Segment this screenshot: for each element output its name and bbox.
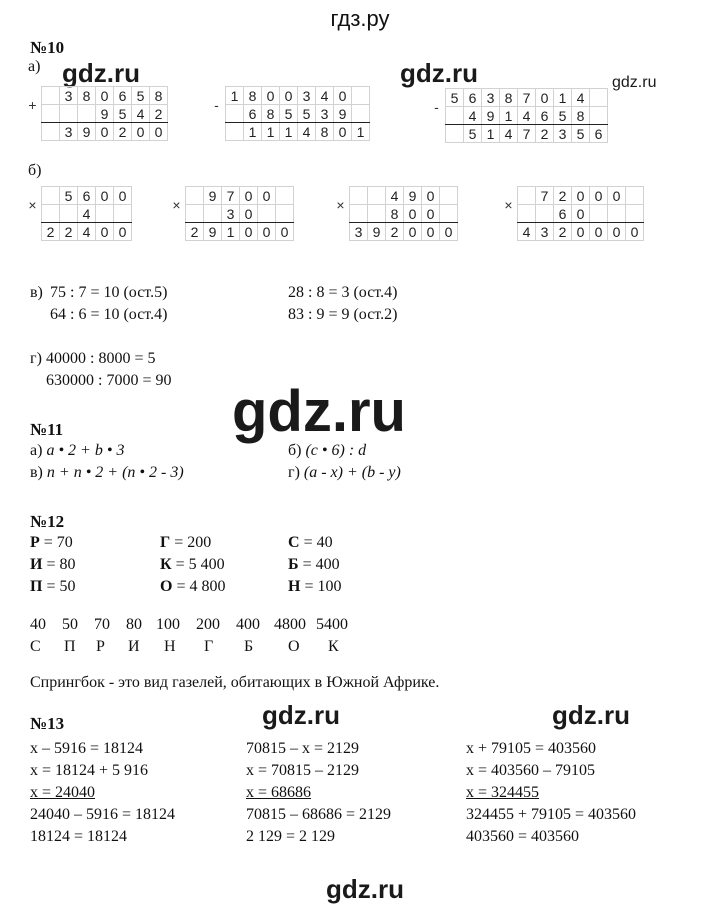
digit-cell: 0 bbox=[422, 205, 440, 223]
equation-line: x – 5916 = 18124 bbox=[30, 740, 144, 757]
digit-cell: 4 bbox=[518, 107, 536, 125]
digit-cell: 0 bbox=[626, 223, 644, 241]
digit-row bbox=[332, 187, 458, 205]
digit-cell: 8 bbox=[316, 123, 334, 141]
digit-cell bbox=[626, 205, 644, 223]
digit-cell bbox=[428, 125, 446, 143]
digit-cell: 9 bbox=[368, 223, 386, 241]
digit-cell: 7 bbox=[536, 187, 554, 205]
digit-row bbox=[500, 205, 644, 223]
equation-answer: x = 324455 bbox=[466, 784, 540, 801]
digit-cell: 0 bbox=[240, 223, 258, 241]
answer-letter: П bbox=[64, 638, 76, 655]
digit-cell: 2 bbox=[114, 123, 132, 141]
column-subtraction bbox=[208, 86, 370, 141]
digit-cell: 2 bbox=[186, 223, 204, 241]
digit-cell: 4 bbox=[78, 205, 96, 223]
digit-cell: 0 bbox=[262, 87, 280, 105]
digit-cell bbox=[208, 123, 226, 141]
digit-cell: 9 bbox=[204, 223, 222, 241]
column-multiplication bbox=[168, 186, 294, 241]
equation-line: x = 403560 – 79105 bbox=[466, 762, 596, 779]
digit-cell bbox=[204, 205, 222, 223]
division-line: 83 : 9 = 9 (ост.2) bbox=[288, 306, 398, 323]
digit-cell: 2 bbox=[536, 125, 554, 143]
letter-value: Р = 70 bbox=[30, 534, 73, 551]
equation-check: 403560 = 403560 bbox=[466, 828, 580, 845]
digit-cell bbox=[352, 105, 370, 123]
digit-cell bbox=[440, 187, 458, 205]
digit-row bbox=[208, 123, 370, 141]
digit-cell bbox=[332, 223, 350, 241]
digit-row bbox=[208, 87, 370, 105]
digit-cell bbox=[626, 187, 644, 205]
digit-cell bbox=[446, 107, 464, 125]
digit-cell: 1 bbox=[500, 107, 518, 125]
digit-cell: 4 bbox=[572, 89, 590, 107]
digit-cell: 3 bbox=[60, 87, 78, 105]
division-line: 630000 : 7000 = 90 bbox=[46, 372, 172, 389]
digit-cell: 0 bbox=[404, 223, 422, 241]
digit-cell: 0 bbox=[590, 187, 608, 205]
digit-cell: 1 bbox=[482, 125, 500, 143]
digit-row bbox=[168, 187, 294, 205]
equation-line: 70815 – x = 2129 bbox=[246, 740, 360, 757]
task10-a-label: а) bbox=[28, 58, 41, 75]
digit-cell bbox=[42, 205, 60, 223]
digit-cell: 6 bbox=[464, 89, 482, 107]
digit-cell: 0 bbox=[96, 187, 114, 205]
answer-letter: Н bbox=[164, 638, 176, 655]
digit-cell: 3 bbox=[350, 223, 368, 241]
column-multiplication bbox=[332, 186, 458, 241]
digit-cell: 3 bbox=[60, 123, 78, 141]
digit-cell: 0 bbox=[440, 223, 458, 241]
digit-cell: 9 bbox=[404, 187, 422, 205]
digit-cell bbox=[590, 205, 608, 223]
digit-cell: 4 bbox=[78, 223, 96, 241]
sorted-number: 80 bbox=[126, 616, 142, 633]
equation-check: 324455 + 79105 = 403560 bbox=[466, 806, 637, 823]
sorted-number: 50 bbox=[62, 616, 78, 633]
digit-cell: 0 bbox=[608, 223, 626, 241]
digit-cell: 7 bbox=[518, 89, 536, 107]
digit-cell bbox=[446, 125, 464, 143]
digit-row bbox=[428, 125, 608, 143]
digit-cell: 0 bbox=[572, 205, 590, 223]
digit-cell: 1 bbox=[222, 223, 240, 241]
letter-value: П = 50 bbox=[30, 578, 76, 595]
digit-cell: 0 bbox=[280, 87, 298, 105]
letter-value: Б = 400 bbox=[288, 556, 340, 573]
equation-answer: x = 68686 bbox=[246, 784, 312, 801]
task11-v: в) n + n • 2 + (n • 2 - 3) bbox=[30, 464, 184, 481]
division-line: 64 : 6 = 10 (ост.4) bbox=[50, 306, 168, 323]
digit-cell: 9 bbox=[482, 107, 500, 125]
digit-cell: 1 bbox=[280, 123, 298, 141]
digit-cell: 0 bbox=[590, 223, 608, 241]
digit-cell bbox=[186, 205, 204, 223]
task12-title: №12 bbox=[30, 512, 65, 531]
digit-cell bbox=[42, 187, 60, 205]
digit-cell: 5 bbox=[298, 105, 316, 123]
digit-cell: 6 bbox=[554, 205, 572, 223]
watermark: gdz.ru bbox=[400, 58, 478, 88]
letter-value: С = 40 bbox=[288, 534, 333, 551]
digit-row bbox=[208, 105, 370, 123]
springbok-sentence: Спрингбок - это вид газелей, обитающих в Южной Африке. bbox=[30, 674, 440, 691]
answer-letter: О bbox=[288, 638, 300, 655]
digit-cell: 6 bbox=[114, 87, 132, 105]
digit-cell: 9 bbox=[96, 105, 114, 123]
digit-cell: 0 bbox=[150, 123, 168, 141]
answer-letter: С bbox=[30, 638, 41, 655]
column-multiplication bbox=[24, 186, 132, 241]
digit-cell: 9 bbox=[204, 187, 222, 205]
digit-cell: 0 bbox=[96, 123, 114, 141]
digit-cell: 0 bbox=[240, 205, 258, 223]
digit-cell: 4 bbox=[464, 107, 482, 125]
digit-cell: 6 bbox=[590, 125, 608, 143]
answer-letter: Б bbox=[244, 638, 254, 655]
digit-cell bbox=[226, 105, 244, 123]
digit-cell bbox=[590, 89, 608, 107]
digit-cell bbox=[42, 123, 60, 141]
digit-cell: 8 bbox=[262, 105, 280, 123]
watermark: gdz.ru bbox=[612, 74, 657, 91]
digit-cell bbox=[350, 187, 368, 205]
digit-cell: 2 bbox=[60, 223, 78, 241]
digit-cell: 5 bbox=[114, 105, 132, 123]
digit-cell: 8 bbox=[244, 87, 262, 105]
digit-cell: 1 bbox=[226, 87, 244, 105]
digit-row bbox=[428, 89, 608, 107]
letter-value: К = 5 400 bbox=[160, 556, 225, 573]
digit-row bbox=[24, 223, 132, 241]
digit-row bbox=[500, 187, 644, 205]
digit-cell: 3 bbox=[298, 87, 316, 105]
digit-row bbox=[24, 187, 132, 205]
answer-letter: К bbox=[328, 638, 339, 655]
digit-cell bbox=[536, 205, 554, 223]
digit-cell: 4 bbox=[500, 125, 518, 143]
digit-cell: 0 bbox=[114, 187, 132, 205]
task10-v-label: в) bbox=[30, 284, 43, 301]
digit-cell: 0 bbox=[422, 187, 440, 205]
equation-line: x + 79105 = 403560 bbox=[466, 740, 597, 757]
watermark: gdz.ru bbox=[232, 379, 406, 444]
digit-cell bbox=[114, 205, 132, 223]
digit-cell: 5 bbox=[280, 105, 298, 123]
digit-cell: 0 bbox=[334, 123, 352, 141]
digit-cell: 5 bbox=[554, 107, 572, 125]
digit-cell: 0 bbox=[572, 223, 590, 241]
digit-cell: 0 bbox=[96, 223, 114, 241]
digit-cell bbox=[368, 187, 386, 205]
sorted-number: 100 bbox=[156, 616, 180, 633]
digit-cell: 8 bbox=[572, 107, 590, 125]
sorted-number: 200 bbox=[196, 616, 220, 633]
division-line: 75 : 7 = 10 (ост.5) bbox=[50, 284, 168, 301]
letter-value: И = 80 bbox=[30, 556, 76, 573]
digit-cell: 0 bbox=[276, 223, 294, 241]
task10-title: №10 bbox=[30, 38, 65, 57]
column-subtraction bbox=[428, 88, 608, 143]
digit-cell: 0 bbox=[114, 223, 132, 241]
digit-row bbox=[24, 123, 168, 141]
answer-letter: Р bbox=[96, 638, 105, 655]
digit-cell: 3 bbox=[316, 105, 334, 123]
digit-row bbox=[332, 223, 458, 241]
digit-cell: 0 bbox=[258, 187, 276, 205]
digit-cell: 6 bbox=[536, 107, 554, 125]
digit-cell: 1 bbox=[244, 123, 262, 141]
digit-cell bbox=[60, 205, 78, 223]
watermark: gdz.ru bbox=[552, 700, 630, 730]
digit-cell bbox=[186, 187, 204, 205]
digit-cell: 6 bbox=[78, 187, 96, 205]
task10-g-label: г) bbox=[30, 350, 42, 367]
digit-cell bbox=[60, 105, 78, 123]
letter-value: О = 4 800 bbox=[160, 578, 226, 595]
plus-sign: + bbox=[28, 96, 37, 113]
digit-cell: 4 bbox=[298, 123, 316, 141]
digit-cell bbox=[440, 205, 458, 223]
digit-row bbox=[500, 223, 644, 241]
digit-cell: 1 bbox=[554, 89, 572, 107]
answer-letter: Г bbox=[204, 638, 214, 655]
digit-cell bbox=[518, 187, 536, 205]
digit-row bbox=[332, 205, 458, 223]
digit-cell bbox=[168, 223, 186, 241]
digit-cell: 4 bbox=[518, 223, 536, 241]
digit-cell bbox=[42, 105, 60, 123]
digit-cell: 3 bbox=[536, 223, 554, 241]
digit-row bbox=[168, 223, 294, 241]
digit-cell bbox=[226, 123, 244, 141]
digit-cell: 5 bbox=[464, 125, 482, 143]
digit-cell: 5 bbox=[132, 87, 150, 105]
digit-cell bbox=[608, 205, 626, 223]
division-line: 28 : 8 = 3 (ост.4) bbox=[288, 284, 398, 301]
letter-value: Г = 200 bbox=[160, 534, 212, 551]
digit-cell: 8 bbox=[78, 87, 96, 105]
digit-cell bbox=[352, 87, 370, 105]
task11-b: б) (c • 6) : d bbox=[288, 442, 367, 459]
equation-check: 18124 = 18124 bbox=[30, 828, 128, 845]
task13-title: №13 bbox=[30, 714, 65, 733]
equation-check: 70815 – 68686 = 2129 bbox=[246, 806, 392, 823]
times-sign: × bbox=[28, 196, 37, 213]
digit-cell bbox=[258, 205, 276, 223]
digit-cell: 4 bbox=[386, 187, 404, 205]
watermark: gdz.ru bbox=[62, 58, 140, 88]
digit-cell: 7 bbox=[222, 187, 240, 205]
task11-g: г) (a - x) + (b - y) bbox=[288, 464, 401, 481]
digit-cell: 8 bbox=[386, 205, 404, 223]
digit-cell bbox=[24, 223, 42, 241]
digit-cell: 5 bbox=[60, 187, 78, 205]
digit-cell: 3 bbox=[554, 125, 572, 143]
digit-cell: 6 bbox=[244, 105, 262, 123]
digit-cell: 5 bbox=[446, 89, 464, 107]
equation-line: x = 70815 – 2129 bbox=[246, 762, 360, 779]
digit-cell: 0 bbox=[404, 205, 422, 223]
sorted-number: 400 bbox=[236, 616, 260, 633]
digit-cell: 8 bbox=[500, 89, 518, 107]
equation-check: 24040 – 5916 = 18124 bbox=[30, 806, 176, 823]
watermark: gdz.ru bbox=[326, 874, 404, 904]
digit-cell: 7 bbox=[518, 125, 536, 143]
minus-sign: - bbox=[434, 98, 439, 115]
digit-cell: 0 bbox=[258, 223, 276, 241]
digit-cell: 4 bbox=[132, 105, 150, 123]
digit-cell: 3 bbox=[482, 89, 500, 107]
digit-cell: 0 bbox=[608, 187, 626, 205]
task11-a: а) a • 2 + b • 3 bbox=[30, 442, 125, 459]
digit-row bbox=[168, 205, 294, 223]
digit-row bbox=[428, 107, 608, 125]
digit-cell: 9 bbox=[78, 123, 96, 141]
digit-cell bbox=[500, 223, 518, 241]
digit-cell: 8 bbox=[150, 87, 168, 105]
sorted-number: 70 bbox=[94, 616, 110, 633]
digit-cell: 5 bbox=[572, 125, 590, 143]
digit-cell bbox=[276, 205, 294, 223]
digit-cell bbox=[96, 205, 114, 223]
digit-cell: 0 bbox=[96, 87, 114, 105]
equation-check: 2 129 = 2 129 bbox=[246, 828, 336, 845]
digit-cell: 0 bbox=[422, 223, 440, 241]
division-line: 40000 : 8000 = 5 bbox=[46, 350, 156, 367]
digit-cell: 2 bbox=[554, 223, 572, 241]
times-sign: × bbox=[172, 196, 181, 213]
column-addition bbox=[24, 86, 168, 141]
digit-cell: 0 bbox=[132, 123, 150, 141]
digit-row bbox=[24, 87, 168, 105]
answer-letter: И bbox=[128, 638, 140, 655]
digit-cell: 9 bbox=[334, 105, 352, 123]
sorted-number: 4800 bbox=[274, 616, 306, 633]
digit-cell: 1 bbox=[352, 123, 370, 141]
digit-cell bbox=[24, 123, 42, 141]
digit-cell: 2 bbox=[386, 223, 404, 241]
digit-cell bbox=[276, 187, 294, 205]
digit-cell: 4 bbox=[316, 87, 334, 105]
task11-title: №11 bbox=[30, 420, 64, 439]
equation-answer: x = 24040 bbox=[30, 784, 96, 801]
equation-line: x = 18124 + 5 916 bbox=[30, 762, 149, 779]
digit-cell: 2 bbox=[554, 187, 572, 205]
sorted-number: 5400 bbox=[316, 616, 348, 633]
times-sign: × bbox=[336, 196, 345, 213]
digit-cell: 2 bbox=[150, 105, 168, 123]
digit-cell: 0 bbox=[536, 89, 554, 107]
letter-value: Н = 100 bbox=[288, 578, 342, 595]
digit-cell: 1 bbox=[262, 123, 280, 141]
task10-b-label: б) bbox=[28, 162, 42, 179]
digit-cell: 3 bbox=[222, 205, 240, 223]
digit-row bbox=[24, 105, 168, 123]
digit-cell bbox=[368, 205, 386, 223]
digit-cell bbox=[42, 87, 60, 105]
column-multiplication bbox=[500, 186, 644, 241]
times-sign: × bbox=[504, 196, 513, 213]
digit-cell: 0 bbox=[572, 187, 590, 205]
site-header[interactable]: гдз.ру bbox=[330, 6, 390, 31]
digit-cell bbox=[518, 205, 536, 223]
digit-cell bbox=[350, 205, 368, 223]
digit-cell bbox=[78, 105, 96, 123]
sorted-number: 40 bbox=[30, 616, 46, 633]
watermark: gdz.ru bbox=[262, 700, 340, 730]
digit-cell: 0 bbox=[240, 187, 258, 205]
digit-cell: 2 bbox=[42, 223, 60, 241]
minus-sign: - bbox=[214, 96, 219, 113]
digit-cell: 0 bbox=[334, 87, 352, 105]
digit-cell bbox=[590, 107, 608, 125]
